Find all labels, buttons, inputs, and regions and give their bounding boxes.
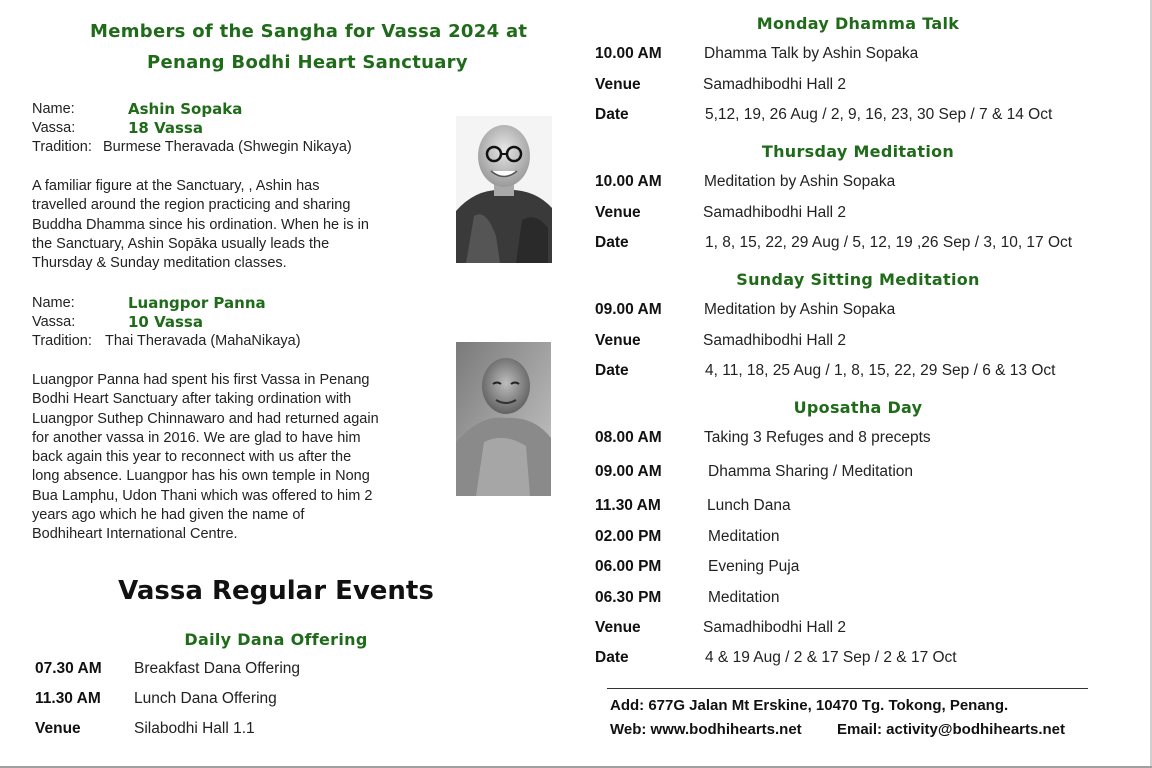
row-time: Venue <box>595 332 641 349</box>
bio-line: Bodhi Heart Sanctuary after taking ordination with <box>32 391 352 408</box>
row-time: 09.00 AM <box>595 301 662 318</box>
row-time: Venue <box>35 720 81 737</box>
row-desc: Dhamma Sharing / Meditation <box>708 463 914 480</box>
monk-portrait-icon <box>456 116 552 263</box>
row-desc: Samadhibodhi Hall 2 <box>703 204 847 221</box>
row-time: Venue <box>595 76 641 93</box>
row-desc: Samadhibodhi Hall 2 <box>703 619 847 636</box>
bio-line: back again this year to reconnect with us after the <box>32 449 352 466</box>
bio-line: for another vassa in 2016. We are glad to have him <box>32 429 361 446</box>
bio-line: long absence. Luangpor has his own temple in Nong <box>32 468 370 485</box>
member1-bio <box>32 177 432 273</box>
bio-line: A familiar figure at the Sanctuary, , Ashin has <box>32 178 320 194</box>
row-desc: Samadhibodhi Hall 2 <box>703 76 847 93</box>
member2-bio <box>32 371 432 545</box>
row-time: 08.00 AM <box>595 429 662 446</box>
member2-tradition-label: Tradition: <box>32 333 92 349</box>
member2-vassa-label: Vassa: <box>32 314 76 330</box>
row-desc: Lunch Dana Offering <box>134 690 277 707</box>
footer-email[interactable]: Email: activity@bodhihearts.net <box>837 721 1066 738</box>
bio-line: Luangpor Suthep Chinnawaro and had returned again <box>32 410 379 427</box>
member1-tradition-label: Tradition: <box>32 139 92 155</box>
member2-name: Luangpor Panna <box>128 294 266 312</box>
bio-line: Buddha Dhamma since his ordination. When he is in <box>32 216 369 233</box>
member2-name-label: Name: <box>32 295 75 311</box>
footer-divider <box>607 688 1088 689</box>
bio-line: Thursday & Sunday meditation classes. <box>32 255 287 272</box>
sangha-title-line1: Members of the Sangha for Vassa 2024 at <box>90 21 528 42</box>
row-time: Venue <box>595 619 641 636</box>
monday-title: Monday Dhamma Talk <box>756 14 960 33</box>
monk-portrait-icon <box>456 342 551 496</box>
row-desc: Samadhibodhi Hall 2 <box>703 332 847 349</box>
member1-vassa-label: Vassa: <box>32 120 76 136</box>
bio-line: years ago which he had given the name of <box>32 507 305 524</box>
row-desc: 1, 8, 15, 22, 29 Aug / 5, 12, 19 ,26 Sep / 3, 10, 17 Oct <box>705 234 1073 251</box>
bio-line: travelled around the region practicing and sharing <box>32 197 351 214</box>
bio-line: Bodhiheart International Centre. <box>32 526 238 543</box>
row-time: Date <box>595 649 629 666</box>
daily-dana-title: Daily Dana Offering <box>184 630 368 649</box>
row-desc: Silabodhi Hall 1.1 <box>134 720 255 737</box>
luangpor-panna-photo <box>456 342 551 496</box>
row-desc: Lunch Dana <box>707 497 791 514</box>
row-time: 06.30 PM <box>595 589 662 606</box>
sunday-title: Sunday Sitting Meditation <box>736 270 980 289</box>
footer-web[interactable]: Web: www.bodhihearts.net <box>610 721 802 738</box>
bio-line: Bua Lamphu, Udon Thani which was offered to him 2 <box>32 487 373 504</box>
row-desc: Breakfast Dana Offering <box>134 660 300 677</box>
row-desc: Dhamma Talk by Ashin Sopaka <box>704 45 919 62</box>
uposatha-title: Uposatha Day <box>793 398 923 417</box>
row-desc: 4, 11, 18, 25 Aug / 1, 8, 15, 22, 29 Sep / 6 & 13 Oct <box>705 362 1056 379</box>
row-desc: 5,12, 19, 26 Aug / 2, 9, 16, 23, 30 Sep / 7 & 14 Oct <box>705 106 1053 123</box>
row-time: Venue <box>595 204 641 221</box>
row-time: 06.00 PM <box>595 558 662 575</box>
row-time: 11.30 AM <box>595 497 661 514</box>
bio-line: the Sanctuary, Ashin Sopāka usually leads the <box>32 235 330 252</box>
row-desc: Taking 3 Refuges and 8 precepts <box>704 429 931 446</box>
bio-line: Luangpor Panna had spent his first Vassa in Penang <box>32 372 370 388</box>
member1-name-label: Name: <box>32 101 75 117</box>
row-desc: Meditation by Ashin Sopaka <box>704 301 896 318</box>
row-desc: Meditation by Ashin Sopaka <box>704 173 896 190</box>
member2-vassa: 10 Vassa <box>128 313 203 331</box>
row-desc: 4 & 19 Aug / 2 & 17 Sep / 2 & 17 Oct <box>705 649 957 666</box>
row-time: Date <box>595 234 629 251</box>
row-time: Date <box>595 362 629 379</box>
row-time: 07.30 AM <box>35 660 102 677</box>
row-desc: Evening Puja <box>708 558 800 575</box>
ashin-sopaka-photo <box>456 116 552 263</box>
row-time: Date <box>595 106 629 123</box>
member1-name: Ashin Sopaka <box>128 100 243 118</box>
row-time: 11.30 AM <box>35 690 101 707</box>
row-time: 10.00 AM <box>595 45 662 62</box>
row-time: 02.00 PM <box>595 528 662 545</box>
member1-vassa: 18 Vassa <box>128 119 203 137</box>
row-desc: Meditation <box>708 528 780 545</box>
footer-address: Add: 677G Jalan Mt Erskine, 10470 Tg. Tokong, Penang. <box>610 697 1009 714</box>
row-time: 09.00 AM <box>595 463 662 480</box>
sangha-title-line2: Penang Bodhi Heart Sanctuary <box>147 52 468 73</box>
row-desc: Meditation <box>708 589 780 606</box>
events-title: Vassa Regular Events <box>118 576 434 606</box>
row-time: 10.00 AM <box>595 173 662 190</box>
member1-tradition: Burmese Theravada (Shwegin Nikaya) <box>103 139 352 155</box>
thursday-title: Thursday Meditation <box>761 142 955 161</box>
member2-tradition: Thai Theravada (MahaNikaya) <box>105 333 301 349</box>
